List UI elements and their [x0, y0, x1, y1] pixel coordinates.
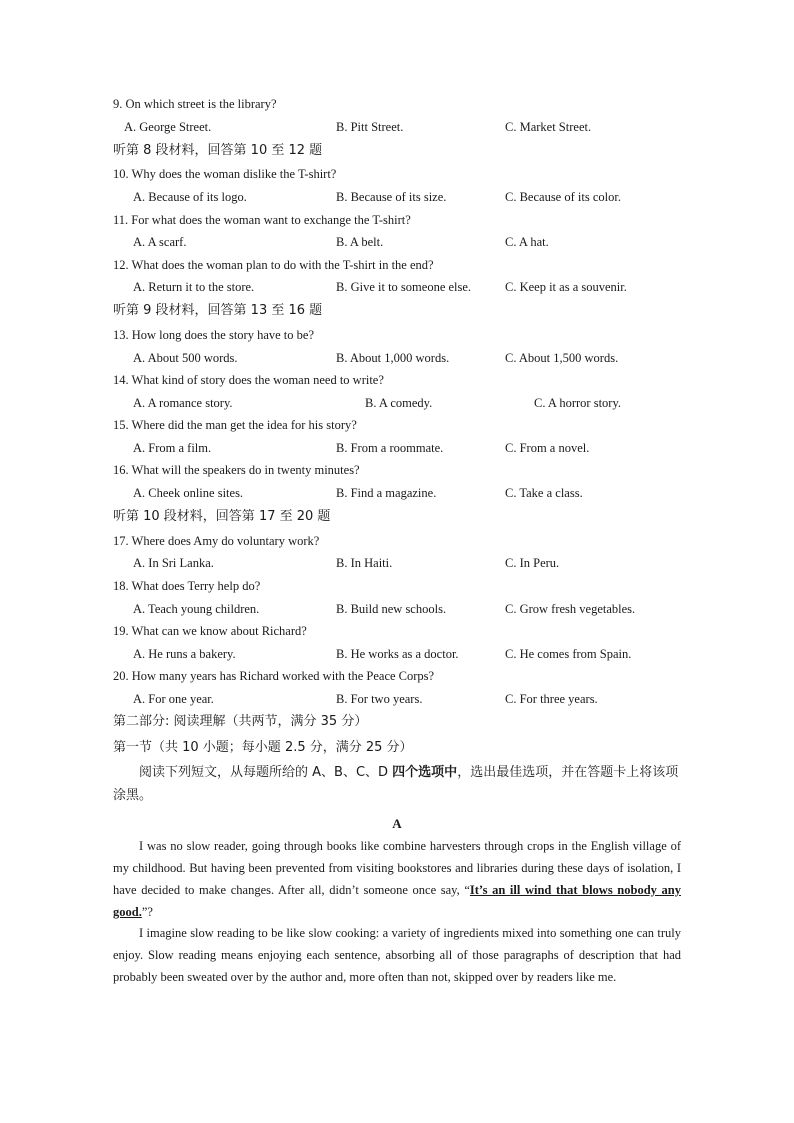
question-12 — [113, 257, 434, 273]
option-c: C. Grow fresh vegetables. — [505, 602, 636, 616]
question-20 — [113, 668, 434, 684]
question-9 — [113, 96, 277, 112]
question-15 — [113, 417, 357, 433]
option-a: A. Cheek online sites. — [133, 486, 244, 500]
question-13 — [113, 327, 314, 343]
option-b: B. Because of its size. — [336, 190, 447, 204]
question-text: What will the speakers do in twenty minutes? — [131, 463, 360, 477]
option-b: B. Give it to someone else. — [336, 280, 472, 294]
option-c: C. Take a class. — [505, 486, 583, 500]
question-text: What kind of story does the woman need to write? — [131, 373, 384, 387]
option-a: A. George Street. — [124, 120, 212, 134]
question-text: For what does the woman want to exchange the T-shirt? — [131, 213, 411, 227]
instruction-text: 阅读下列短文，从每题所给的 A、B、C、D — [139, 765, 393, 780]
option-b: B. He works as a doctor. — [336, 647, 459, 661]
question-number: 12. — [113, 258, 129, 272]
question-text: What can we know about Richard? — [131, 624, 307, 638]
option-b: B. Build new schools. — [336, 602, 447, 616]
option-c: C. Keep it as a souvenir. — [505, 280, 627, 294]
option-b: B. From a roommate. — [336, 441, 444, 455]
question-18 — [113, 578, 260, 594]
option-c: C. From a novel. — [505, 441, 590, 455]
option-b: B. About 1,000 words. — [336, 351, 450, 365]
part-2-title: 第二部分: 阅读理解（共两节，满分 35 分） — [113, 714, 368, 729]
question-number: 14. — [113, 373, 129, 387]
paragraph-text: ”? — [141, 905, 153, 919]
question-text: How long does the story have to be? — [131, 328, 315, 342]
question-10 — [113, 166, 336, 182]
option-b: B. Pitt Street. — [336, 120, 404, 134]
option-a: A. A scarf. — [133, 235, 187, 249]
question-number: 20. — [113, 669, 129, 683]
option-b: B. A belt. — [336, 235, 384, 249]
question-text: What does Terry help do? — [131, 579, 261, 593]
instructions — [113, 761, 681, 807]
option-a: A. Because of its logo. — [133, 190, 247, 204]
option-c: C. He comes from Spain. — [505, 647, 632, 661]
question-text: Where does Amy do voluntary work? — [131, 534, 320, 548]
question-number: 10. — [113, 167, 129, 181]
question-19 — [113, 623, 307, 639]
question-16 — [113, 462, 360, 478]
question-text: On which street is the library? — [125, 97, 277, 111]
passage-paragraph-1 — [113, 835, 681, 923]
option-b: B. A comedy. — [365, 396, 433, 410]
option-b: B. For two years. — [336, 692, 423, 706]
question-17 — [113, 533, 319, 549]
option-a: A. Teach young children. — [133, 602, 260, 616]
section-1-title: 第一节（共 10 小题；每小题 2.5 分，满分 25 分） — [113, 740, 413, 755]
underlined-quote: It’s an ill wind that blows nobody any good. — [113, 883, 681, 919]
option-a: A. From a film. — [133, 441, 212, 455]
question-number: 17. — [113, 534, 129, 548]
question-text: How many years has Richard worked with the Peace Corps? — [131, 669, 435, 683]
question-text: Why does the woman dislike the T-shirt? — [131, 167, 337, 181]
option-c: C. A hat. — [505, 235, 549, 249]
question-number: 19. — [113, 624, 129, 638]
option-b: B. In Haiti. — [336, 556, 393, 570]
option-c: C. For three years. — [505, 692, 598, 706]
option-a: A. For one year. — [133, 692, 214, 706]
option-b: B. Find a magazine. — [336, 486, 437, 500]
question-text: What does the woman plan to do with the T-shirt in the end? — [131, 258, 434, 272]
question-number: 9. — [113, 97, 123, 111]
question-number: 11. — [113, 213, 129, 227]
section-header-10: 听第 10 段材料，回答第 17 至 20 题 — [113, 509, 331, 524]
option-c: C. Because of its color. — [505, 190, 621, 204]
option-a: A. Return it to the store. — [133, 280, 255, 294]
option-c: C. A horror story. — [534, 396, 622, 410]
option-c: C. Market Street. — [505, 120, 592, 134]
paragraph-text: I was no slow reader, going through books like combine harvesters through crops in the English village of my childhood. But having been prevented from visiting bookstores and libraries during these days of isolation, I have decided to make changes. After all, didn’t someone once say, “ — [113, 839, 681, 897]
option-c: C. About 1,500 words. — [505, 351, 619, 365]
section-header-8: 听第 8 段材料，回答第 10 至 12 题 — [113, 143, 323, 158]
option-a: A. A romance story. — [133, 396, 233, 410]
question-number: 13. — [113, 328, 129, 342]
passage-title: A — [392, 816, 402, 831]
instruction-text: ，选出最佳选项，并在答题卡上将该项涂黑。 — [113, 765, 679, 803]
option-c: C. In Peru. — [505, 556, 560, 570]
question-14 — [113, 372, 384, 388]
passage-paragraph-2: I imagine slow reading to be like slow cooking: a variety of ingredients mixed into something one can truly enjoy. Slow reading means enjoying each sentence, absorbing all of those paragraphs of description that had probably been sweated over by the author and, more often than not, skipped over by readers like me. — [113, 926, 681, 984]
option-a: A. He runs a bakery. — [133, 647, 236, 661]
option-a: A. In Sri Lanka. — [133, 556, 214, 570]
option-a: A. About 500 words. — [133, 351, 238, 365]
question-text: Where did the man get the idea for his story? — [131, 418, 357, 432]
question-number: 18. — [113, 579, 129, 593]
question-number: 15. — [113, 418, 129, 432]
instruction-emphasis: 四个选项中 — [392, 765, 458, 780]
question-11 — [113, 212, 411, 228]
question-number: 16. — [113, 463, 129, 477]
section-header-9: 听第 9 段材料，回答第 13 至 16 题 — [113, 303, 323, 318]
